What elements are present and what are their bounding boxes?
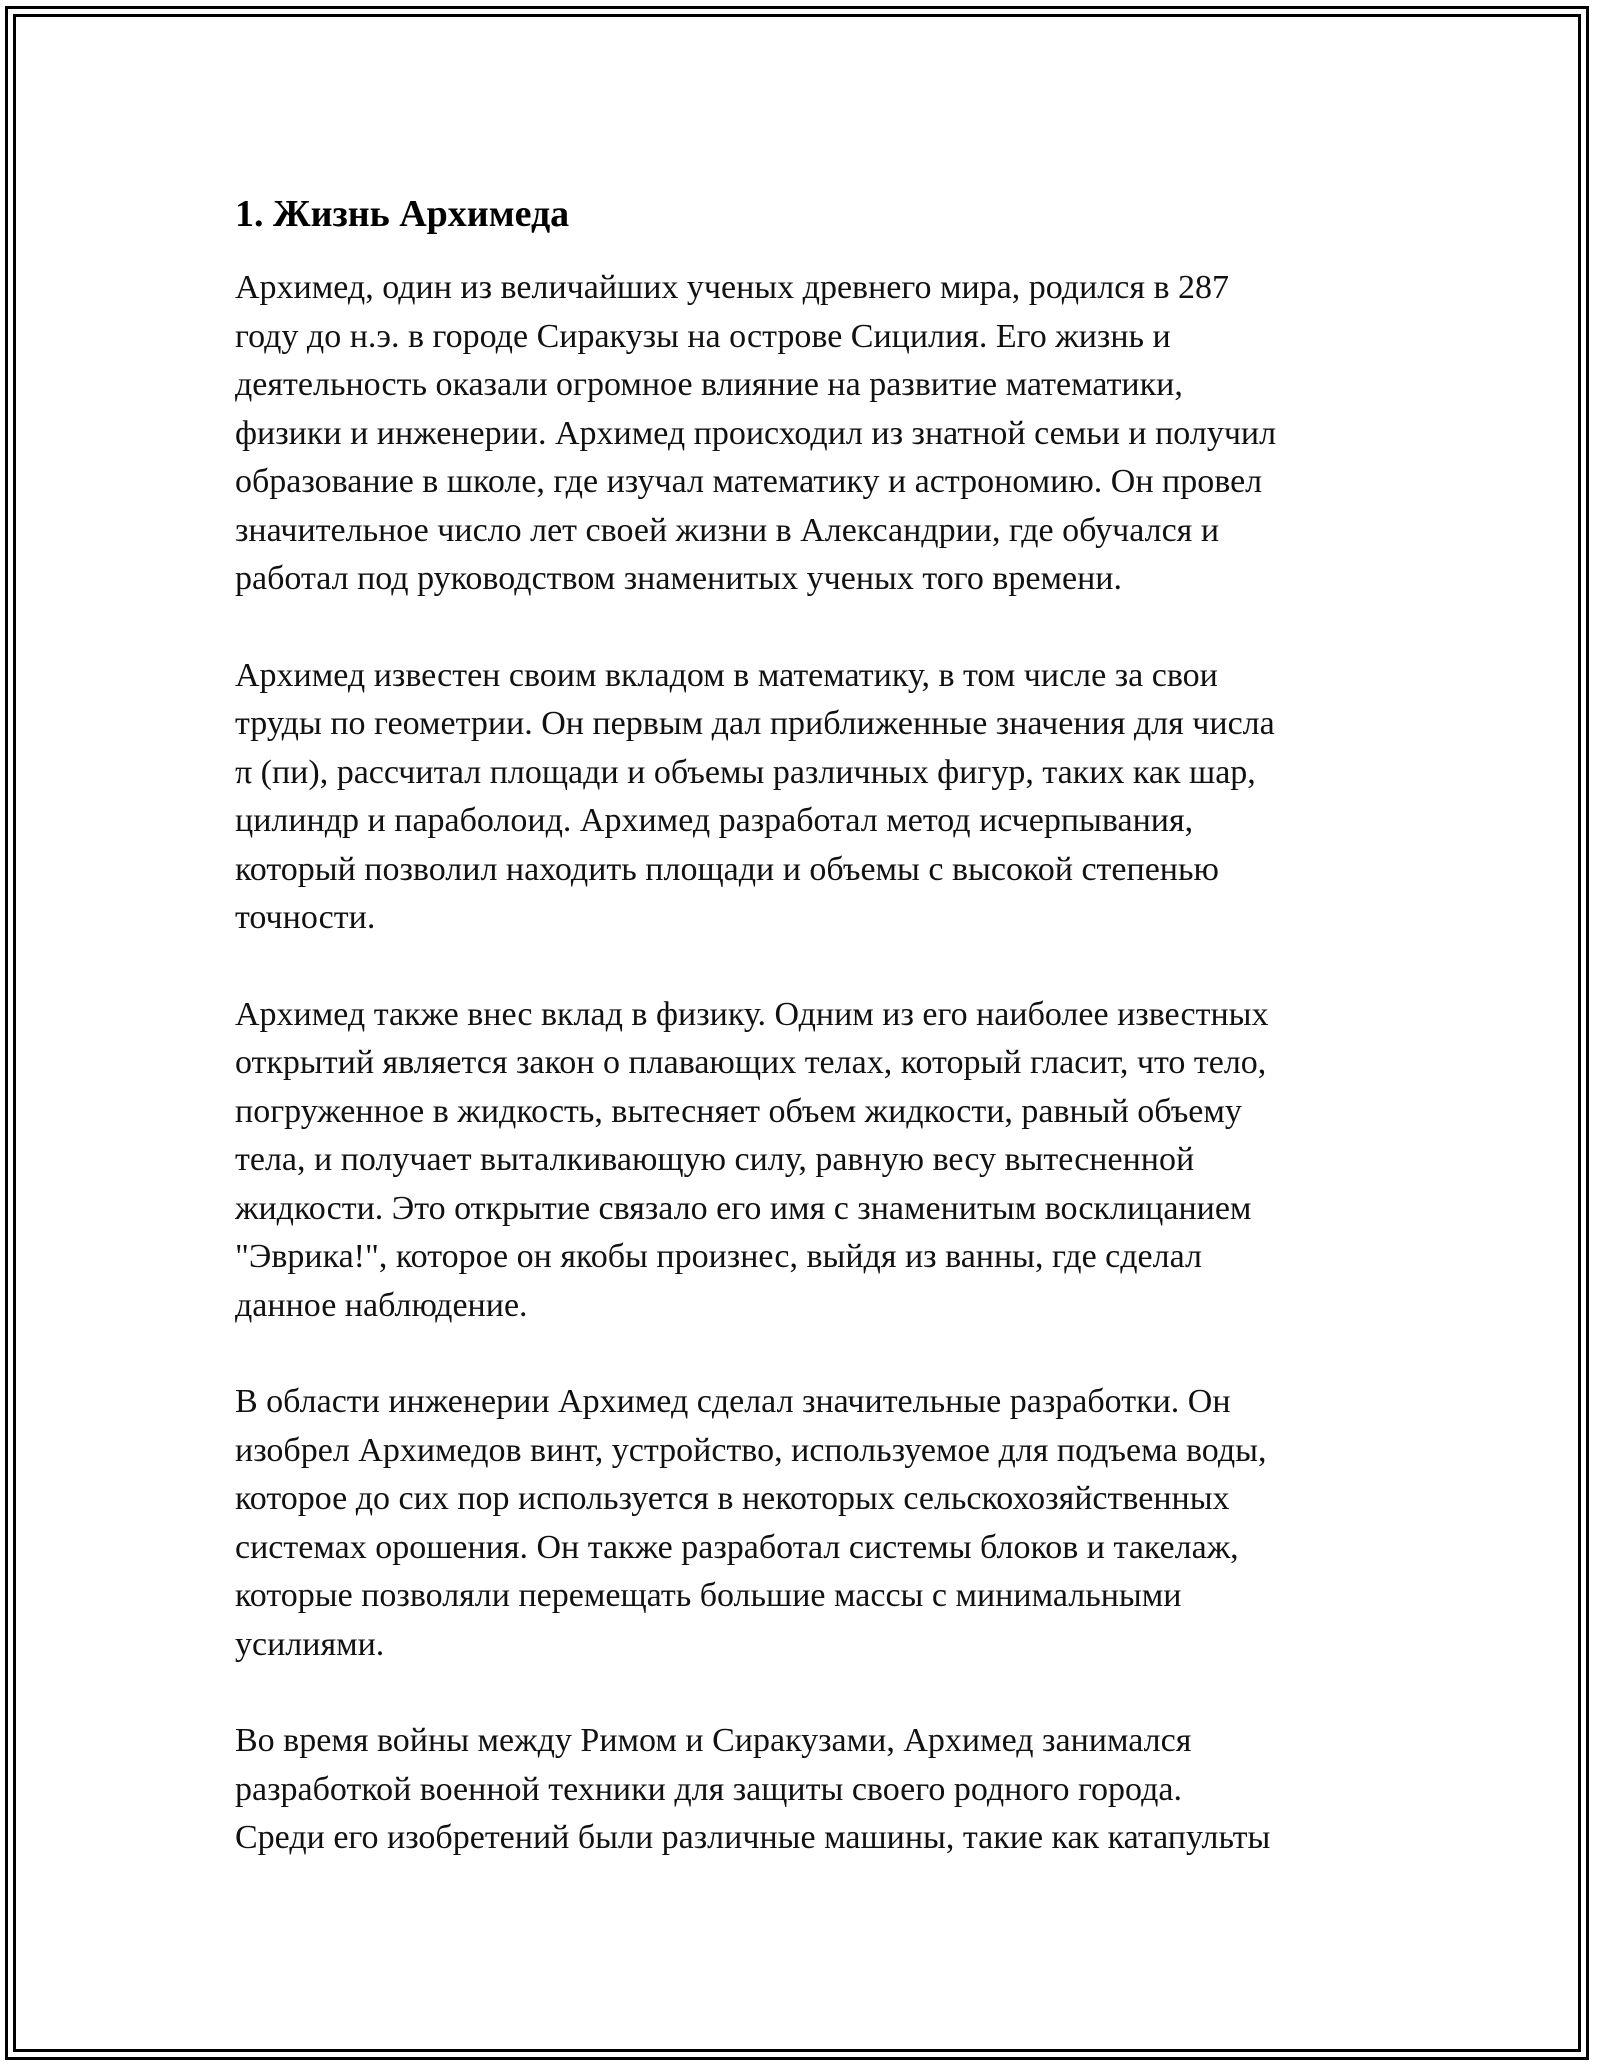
paragraph-engineering: В области инженерии Архимед сделал значительные разработки. Он изобрел Архимедов винт, устройство, используемое для подъема воды, которое до сих пор используется в некоторых сельскохозяйственных системах орошения. Он также разработал системы блоков и такелаж, которые позволяли перемещать большие массы с минимальными усилиями. [235,1383,1267,1663]
paragraph-war: Во время войны между Римом и Сиракузами, Архимед занимался разработкой военной техники для защиты своего родного города. Среди его изобретений были различные машины, такие как катапульты [235,1722,1271,1856]
paragraph-life: Архимед, один из величайших ученых древнего мира, родился в 287 году до н.э. в городе Сиракузы на острове Сицилия. Его жизнь и деятельность оказали огромное влияние на развитие математики, физики и инженерии. Архимед происходил из знатной семьи и получил образование в школе, где изучал математику и астрономию. Он провел значительное число лет своей жизни в Александрии, где обучался и работал под руководством знаменитых ученых того времени. [235,269,1277,597]
paragraph-mathematics: Архимед известен своим вкладом в математику, в том числе за свои труды по геометрии. Он первым дал приближенные значения для числа π (пи), рассчитал площади и объемы различных фигур, таких как шар, цилиндр и параболоид. Архимед разработал метод исчерпывания, который позволил находить площади и объемы с высокой степенью точности. [235,656,1275,936]
paragraph-physics: Архимед также внес вклад в физику. Одним из его наиболее известных открытий является закон о плавающих телах, который гласит, что тело, погруженное в жидкость, вытесняет объем жидкости, равный объему тела, и получает выталкивающую силу, равную весу вытесненной жидкости. Это открытие связало его имя с знаменитым восклицанием "Эврика!", которое он якобы произнес, выйдя из ванны, где сделал данное наблюдение. [235,995,1269,1324]
document-body [235,186,1375,1911]
section-heading: 1. Жизнь Архимеда [235,193,570,235]
